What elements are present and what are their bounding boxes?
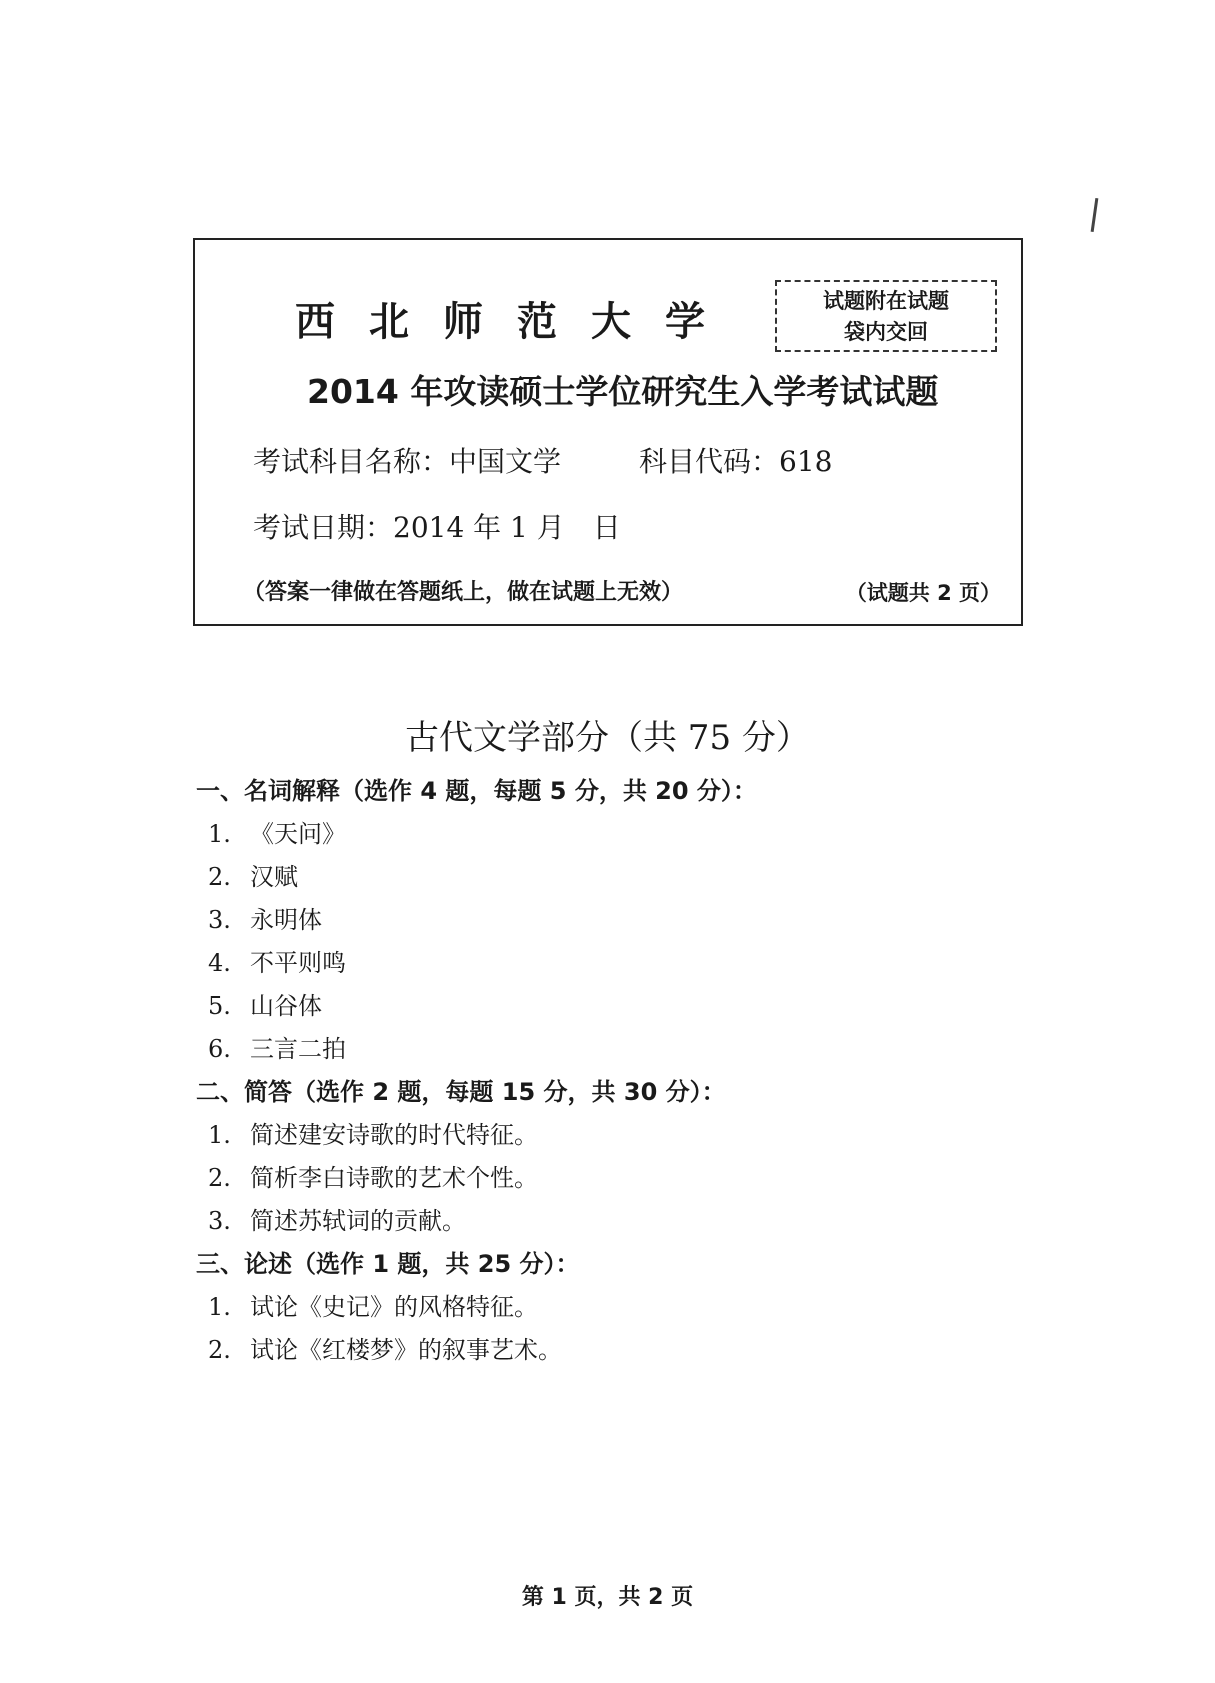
question-number: 3.	[208, 906, 231, 934]
exam-title: 2014 年攻读硕士学位研究生入学考试试题	[307, 372, 939, 411]
part-heading: 二、简答（选作 2 题，每题 15 分，共 30 分）：	[196, 1078, 726, 1106]
question-text: 汉赋	[250, 863, 298, 891]
part-heading: 三、论述（选作 1 题，共 25 分）：	[196, 1250, 580, 1278]
question-number: 3.	[208, 1207, 231, 1235]
question-text: 不平则鸣	[250, 949, 346, 977]
subject-row	[253, 440, 832, 480]
part-heading: 一、名词解释（选作 4 题，每题 5 分，共 20 分）：	[196, 777, 757, 805]
question-text: 山谷体	[250, 992, 322, 1020]
question-number: 2.	[208, 1336, 231, 1364]
question-item	[196, 899, 996, 942]
question-number: 4.	[208, 949, 231, 977]
return-note-line1: 试题附在试题	[823, 289, 949, 313]
question-item	[196, 1286, 996, 1329]
question-number: 5.	[208, 992, 231, 1020]
question-text: 简述苏轼词的贡献。	[250, 1207, 466, 1235]
question-text: 三言二拍	[250, 1035, 346, 1063]
subject-code: 科目代码：618	[639, 445, 833, 478]
question-text: 试论《红楼梦》的叙事艺术。	[250, 1336, 562, 1364]
return-note-line2: 袋内交回	[844, 320, 928, 344]
question-item	[196, 942, 996, 985]
question-number: 6.	[208, 1035, 231, 1063]
question-item	[196, 1114, 996, 1157]
question-number: 1.	[208, 820, 231, 848]
question-text: 简述建安诗歌的时代特征。	[250, 1121, 538, 1149]
question-item	[196, 813, 996, 856]
question-number: 2.	[208, 1164, 231, 1192]
page-count-note: （试题共 2 页）	[845, 581, 1001, 605]
answer-notice: （答案一律做在答题纸上，做在试题上无效）	[243, 580, 684, 605]
section-title: 古代文学部分（共 75 分）	[405, 718, 810, 758]
page-footer: 第 1 页，共 2 页	[521, 1585, 694, 1610]
scan-mark	[1091, 198, 1099, 232]
question-item	[196, 1157, 996, 1200]
exam-date: 考试日期：2014 年 1 月 日	[253, 511, 621, 544]
question-number: 1.	[208, 1121, 231, 1149]
return-note	[775, 280, 997, 352]
subject-name: 考试科目名称：中国文学	[253, 445, 562, 478]
question-number: 1.	[208, 1293, 231, 1321]
question-item	[196, 1329, 996, 1372]
question-text: 试论《史记》的风格特征。	[250, 1293, 538, 1321]
question-item	[196, 856, 996, 899]
question-item	[196, 1200, 996, 1243]
question-text: 《天问》	[250, 820, 346, 848]
question-text: 永明体	[250, 906, 322, 934]
question-item	[196, 1028, 996, 1071]
question-number: 2.	[208, 863, 231, 891]
question-list	[196, 770, 996, 1372]
university-name: 西北师范大学	[295, 299, 739, 345]
question-item	[196, 985, 996, 1028]
exam-header-box	[193, 238, 1023, 626]
question-text: 简析李白诗歌的艺术个性。	[250, 1164, 538, 1192]
